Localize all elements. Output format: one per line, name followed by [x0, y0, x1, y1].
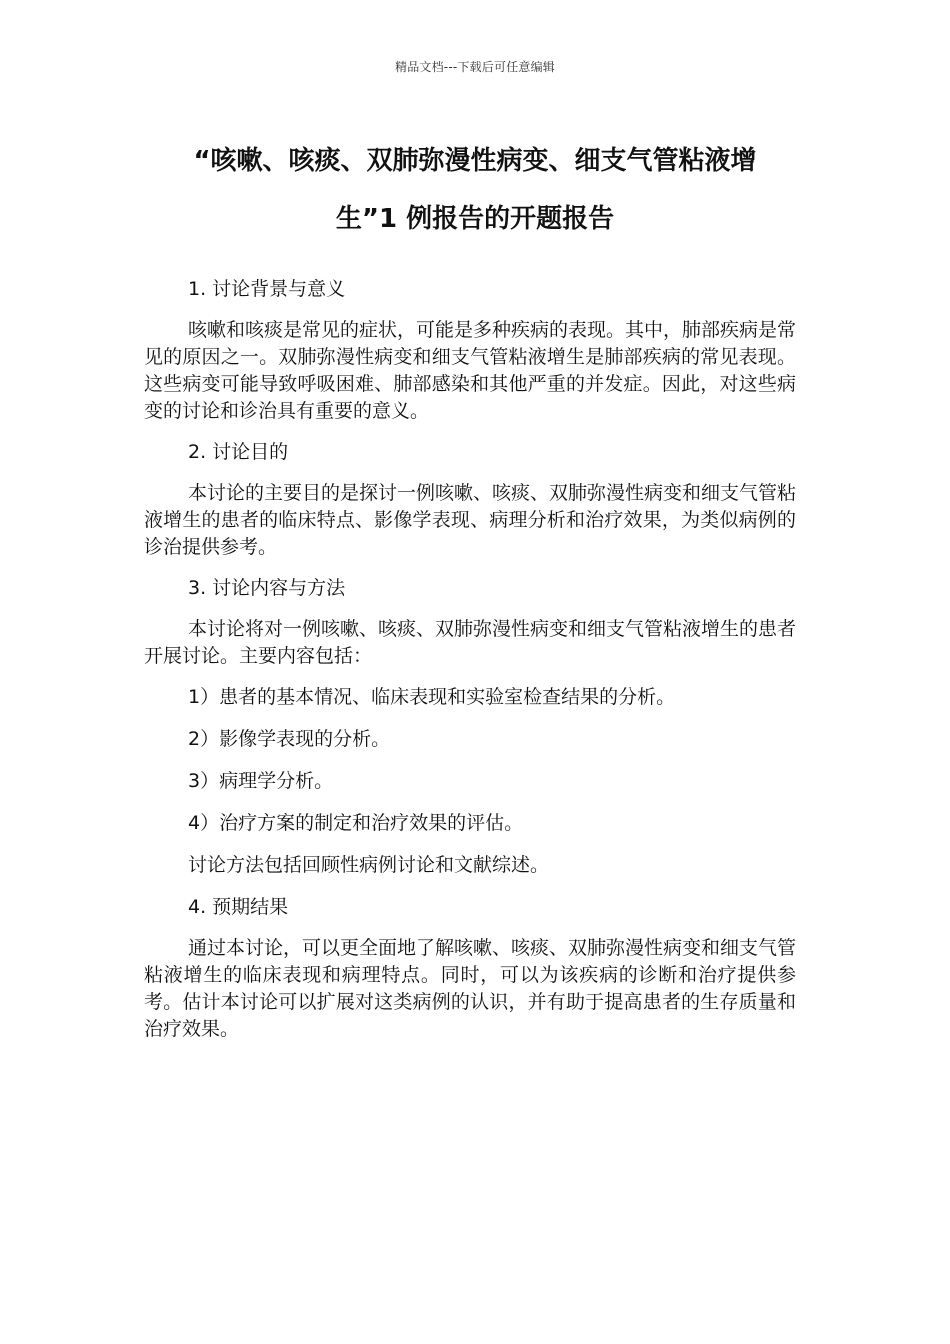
section-heading-expected-results: 4. 预期结果	[188, 896, 289, 918]
section-heading-background: 1. 讨论背景与意义	[188, 278, 346, 300]
document-title-line-1: “咳嗽、咳痰、双肺弥漫性病变、细支气管粘液增	[193, 146, 757, 176]
method-statement: 讨论方法包括回顾性病例讨论和文献综述。	[188, 854, 550, 876]
document-title-line-2: 生”1 例报告的开题报告	[335, 204, 615, 234]
page-header-note: 精品文档---下载后可任意编辑	[395, 60, 555, 74]
list-item: 3）病理学分析。	[188, 770, 334, 792]
paragraph-expected-results: 通过本讨论，可以更全面地了解咳嗽、咳痰、双肺弥漫性病变和细支气管粘液增生的临床表现和病理特点。同时，可以为该疾病的诊断和治疗提供参考。估计本讨论可以扩展对这类病例的认识，并有助于提高患者的生存质量和治疗效果。	[144, 937, 797, 1040]
document-body	[144, 276, 796, 1057]
paragraph-background: 咳嗽和咳痰是常见的症状，可能是多种疾病的表现。其中，肺部疾病是常见的原因之一。双肺弥漫性病变和细支气管粘液增生是肺部疾病的常见表现。这些病变可能导致呼吸困难、肺部感染和其他严重的并发症。因此，对这些病变的讨论和诊治具有重要的意义。	[144, 319, 797, 422]
paragraph-content-method: 本讨论将对一例咳嗽、咳痰、双肺弥漫性病变和细支气管粘液增生的患者开展讨论。主要内容包括：	[144, 618, 797, 667]
list-item: 1）患者的基本情况、临床表现和实验室检查结果的分析。	[188, 686, 676, 708]
section-heading-content-method: 3. 讨论内容与方法	[188, 577, 346, 599]
list-item: 2）影像学表现的分析。	[188, 728, 391, 750]
document-title	[140, 132, 810, 248]
section-heading-purpose: 2. 讨论目的	[188, 441, 289, 463]
paragraph-purpose: 本讨论的主要目的是探讨一例咳嗽、咳痰、双肺弥漫性病变和细支气管粘液增生的患者的临床特点、影像学表现、病理分析和治疗效果，为类似病例的诊治提供参考。	[144, 482, 797, 558]
list-item: 4）治疗方案的制定和治疗效果的评估。	[188, 812, 524, 834]
